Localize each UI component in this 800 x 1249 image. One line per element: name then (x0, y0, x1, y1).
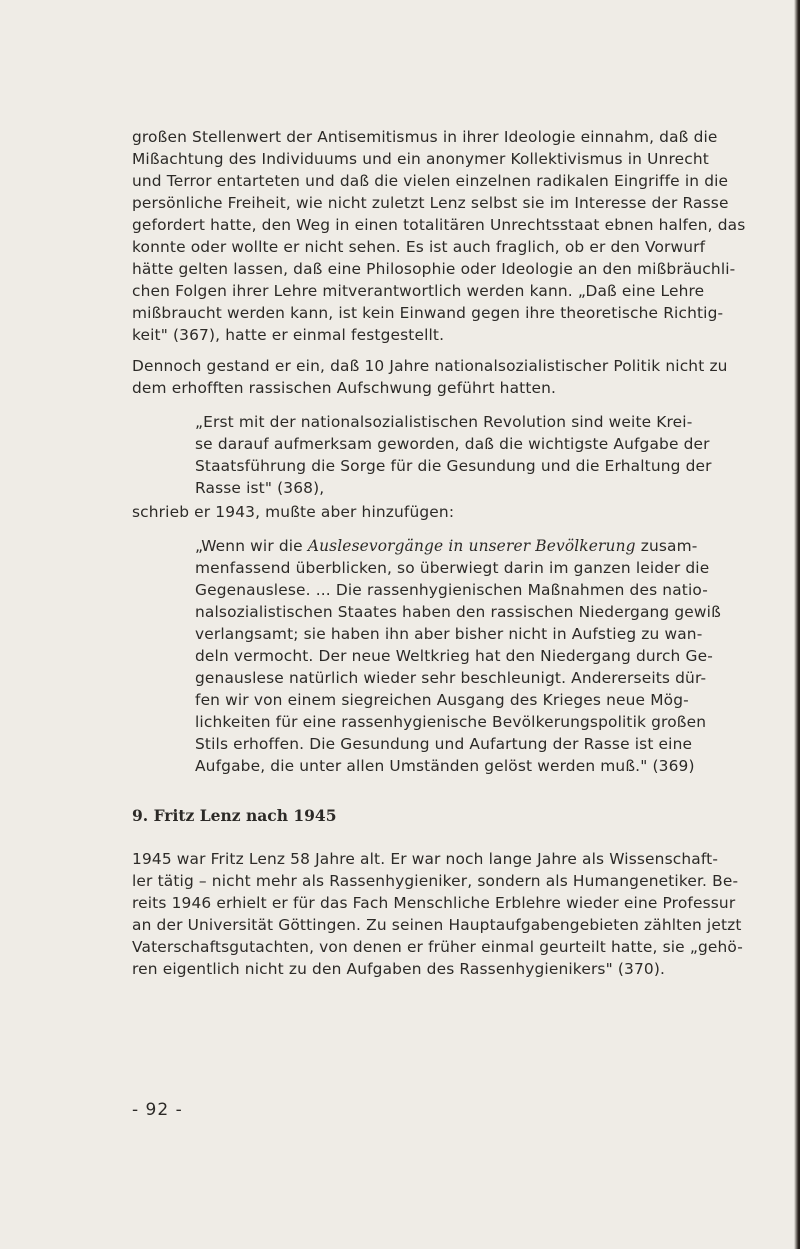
page-number: - 92 - (132, 1100, 183, 1120)
quote-text-after-title: zusam- menfassend überblicken, so überwiegt darin im ganzen leider die Gegenauslese. ... Die rassenhygienischen Maßnahmen des natio- nalsozialistischen Staates haben den rassischen Niedergang gewiß verlangsamt; sie haben ihn aber bisher nicht in Aufstieg zu wan- deln vermocht. Der neue Weltkrieg hat den Niedergang durch Ge- genauslese natürlich wieder sehr beschleunigt. Andererseits dür- fen wir von einem siegreichen Ausgang des Krieges neue Mög- lichkeiten für eine rassenhygienische Bevölkerungspolitik großen Stils erhoffen. Die Gesundung und Aufartung der Rasse ist eine Aufgabe, die unter allen Umständen gelöst werden muß." (369) (195, 537, 721, 775)
quoted-title-italic: Auslesevorgänge in unserer Bevölkerung (307, 537, 636, 555)
quote-text-before-title: „Wenn wir die (195, 537, 308, 555)
block-quote-1943-second (195, 535, 721, 777)
block-quote-1943-first: „Erst mit der nationalsozialistischen Revolution sind weite Krei- se darauf aufmerksam geworden, daß die wichtigste Aufgabe der Staatsführung die Sorge für die Gesundung und die Erhaltung der Rasse ist" (368), (195, 413, 712, 497)
section-heading: 9. Fritz Lenz nach 1945 (132, 806, 337, 825)
paragraph-continuation: großen Stellenwert der Antisemitismus in ihrer Ideologie einnahm, daß die Mißachtung des Individuums und ein anonymer Kollektivismus in Unrecht und Terror entarteten und daß die vielen einzelnen radikalen Eingriffe in die persönliche Freiheit, wie nicht zuletzt Lenz selbst sie im Interesse der Rasse gefordert hatte, den Weg in einen totalitären Unrechtsstaat ebnen halfen, das konnte oder wollte er nicht sehen. Es ist auch fraglich, ob er den Vorwurf hätte gelten lassen, daß eine Philosophie oder Ideologie an den mißbräuchli- chen Folgen ihrer Lehre mitverantwortlich werden kann. „Daß eine Lehre mißbraucht werden kann, ist kein Einwand gegen ihre theoretische Richtig- keit" (367), hatte er einmal festgestellt. (132, 128, 746, 344)
paragraph-after-1945: 1945 war Fritz Lenz 58 Jahre alt. Er war noch lange Jahre als Wissenschaft- ler tätig – nicht mehr als Rassenhygieniker, sondern als Humangenetiker. Be- reits 1946 erhielt er für das Fach Menschliche Erblehre wieder eine Professur an der Universität Göttingen. Zu seinen Hauptaufgabengebieten zählten jetzt Vaterschaftsgutachten, von denen er früher einmal geurteilt hatte, sie „gehö- ren eigentlich nicht zu den Aufgaben des Rassenhygienikers" (370). (132, 850, 743, 978)
paragraph-transition: schrieb er 1943, mußte aber hinzufügen: (132, 503, 455, 521)
page-edge-shadow (794, 0, 800, 1249)
paragraph-admission: Dennoch gestand er ein, daß 10 Jahre nationalsozialistischer Politik nicht zu dem erhofften rassischen Aufschwung geführt hatten. (132, 357, 728, 397)
